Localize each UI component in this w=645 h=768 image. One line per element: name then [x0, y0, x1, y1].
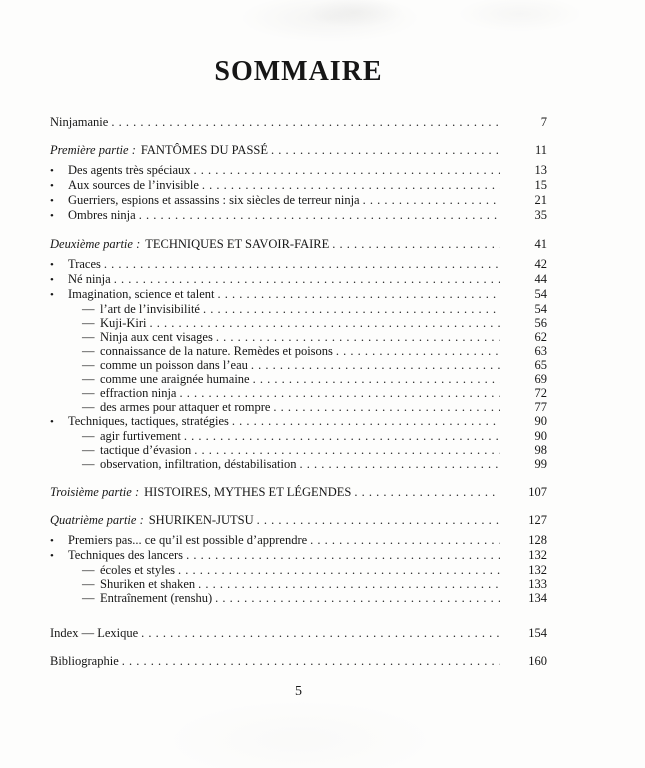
bullet-icon: •: [50, 550, 54, 562]
toc-entry-text: agir furtivement: [100, 429, 181, 443]
dot-leader: [186, 548, 500, 562]
dot-leader: [257, 513, 500, 527]
toc-entry-text: écoles et styles: [100, 563, 175, 577]
toc-entry-page: 99: [534, 457, 547, 471]
toc-entry-text: comme un poisson dans l’eau: [100, 358, 248, 372]
dash-icon: —: [82, 591, 95, 605]
toc-entry-label: [68, 414, 229, 428]
toc-row: [50, 358, 547, 372]
toc-entry-label: [50, 626, 138, 640]
toc-entry-label: [100, 344, 333, 358]
toc-entry-text: observation, infiltration, déstabilisation: [100, 457, 297, 471]
toc-entry-page: 11: [534, 143, 547, 157]
toc-entry-page: 44: [534, 272, 547, 286]
toc-entry-page: 160: [528, 654, 547, 668]
toc-entry-label: [100, 372, 250, 386]
toc-row: [50, 330, 547, 344]
toc-entry-page: 7: [540, 115, 547, 129]
dot-leader: [232, 414, 500, 428]
toc-entry-page: 69: [534, 372, 547, 386]
toc-entry-text: Imagination, science et talent: [68, 287, 215, 301]
toc-entry-label: [100, 302, 200, 316]
toc-entry-label: [100, 457, 297, 471]
toc-entry-page: 65: [534, 358, 547, 372]
dot-leader: [194, 163, 500, 177]
dot-leader: [216, 330, 500, 344]
toc-entry-page: 54: [534, 302, 547, 316]
bullet-icon: •: [50, 165, 54, 177]
toc-row: [50, 400, 547, 414]
toc-entry-page: 54: [534, 287, 547, 301]
toc-entry-text: effraction ninja: [100, 386, 177, 400]
toc-entry-page: 63: [534, 344, 547, 358]
toc-entry-text: Né ninja: [68, 272, 111, 286]
dash-icon: —: [82, 400, 95, 414]
dot-leader: [300, 457, 501, 471]
toc-entry-text: Kuji-Kiri: [100, 316, 147, 330]
dot-leader: [104, 257, 500, 271]
toc-row: [50, 577, 547, 591]
toc-row: [50, 178, 547, 193]
toc-entry-text: Traces: [68, 257, 101, 271]
toc-entry-text: Entraînement (renshu): [100, 591, 213, 605]
toc-row: [50, 414, 547, 429]
toc-row: [50, 193, 547, 208]
toc-entry-text: Index — Lexique: [50, 626, 139, 640]
toc-entry-page: 132: [528, 563, 547, 577]
toc-entry-label: [68, 208, 136, 222]
toc-entry-text: l’art de l’invisibilité: [100, 302, 200, 316]
bullet-icon: •: [50, 535, 54, 547]
dot-leader: [194, 443, 500, 457]
toc-entry-text: FANTÔMES DU PASSÉ: [140, 143, 268, 157]
toc-entry-page: 133: [528, 577, 547, 591]
toc-entry-page: 42: [534, 257, 547, 271]
toc-entry-label: [68, 533, 307, 547]
toc-entry-text: connaissance de la nature. Remèdes et poisons: [100, 344, 333, 358]
toc-entry-page: 128: [528, 533, 547, 547]
dot-leader: [139, 208, 500, 222]
toc-row: [50, 272, 547, 287]
dot-leader: [273, 400, 500, 414]
dash-icon: —: [82, 344, 95, 358]
dot-leader: [141, 626, 500, 640]
toc-row: [50, 287, 547, 302]
toc-row: [50, 302, 547, 316]
toc-row: [50, 372, 547, 386]
toc-list: [50, 115, 547, 668]
toc-row: [50, 563, 547, 577]
dot-leader: [363, 193, 500, 207]
toc-entry-label: [68, 548, 183, 562]
toc-entry-text: Premiers pas... ce qu’il est possible d’apprendre: [68, 533, 308, 547]
toc-row: [50, 257, 547, 272]
toc-row: [50, 533, 547, 548]
dash-icon: —: [82, 316, 95, 330]
bullet-icon: •: [50, 180, 54, 192]
dot-leader: [202, 178, 500, 192]
toc-entry-label: [68, 272, 111, 286]
bullet-icon: •: [50, 210, 54, 222]
toc-entry-page: 56: [534, 316, 547, 330]
dot-leader: [215, 591, 500, 605]
dash-icon: —: [82, 330, 95, 344]
dot-leader: [178, 563, 500, 577]
dash-icon: —: [82, 457, 95, 471]
dash-icon: —: [82, 358, 95, 372]
dot-leader: [184, 429, 500, 443]
toc-entry-label: [100, 358, 248, 372]
toc-entry-label: [68, 163, 191, 177]
toc-entry-text: Techniques, tactiques, stratégies: [68, 414, 229, 428]
toc-entry-label: [68, 287, 214, 301]
toc-entry-label: [100, 386, 176, 400]
toc-part-prefix: Deuxième partie :: [50, 237, 141, 251]
bullet-icon: •: [50, 289, 54, 301]
dot-leader: [253, 372, 500, 386]
toc-row: [50, 163, 547, 178]
toc-row: [50, 344, 547, 358]
toc-entry-label: [50, 485, 351, 499]
toc-entry-text: Techniques des lancers: [68, 548, 184, 562]
toc-row: [50, 457, 547, 471]
toc-entry-page: 90: [534, 414, 547, 428]
toc-row: [50, 316, 547, 330]
dot-leader: [114, 272, 500, 286]
toc-entry-text: HISTOIRES, MYTHES ET LÉGENDES: [144, 485, 352, 499]
toc-row: [50, 513, 547, 527]
toc-entry-page: 132: [528, 548, 547, 562]
dash-icon: —: [82, 443, 95, 457]
dot-leader: [332, 237, 500, 251]
toc-entry-page: 15: [534, 178, 547, 192]
dot-leader: [354, 485, 500, 499]
dot-leader: [217, 287, 500, 301]
toc-row: [50, 386, 547, 400]
toc-entry-text: comme une araignée humaine: [100, 372, 250, 386]
toc-part-prefix: Quatrième partie :: [50, 513, 144, 527]
toc-entry-page: 13: [534, 163, 547, 177]
toc-entry-label: [100, 443, 191, 457]
toc-entry-page: 72: [534, 386, 547, 400]
dot-leader: [310, 533, 500, 547]
dash-icon: —: [82, 429, 95, 443]
toc-entry-page: 127: [528, 513, 547, 527]
toc-entry-page: 77: [534, 400, 547, 414]
toc-row: [50, 485, 547, 499]
dot-leader: [122, 654, 500, 668]
toc-entry-label: [50, 143, 268, 157]
toc-entry-page: 90: [534, 429, 547, 443]
toc-entry-page: 35: [534, 208, 547, 222]
dash-icon: —: [82, 386, 95, 400]
toc-entry-text: Ninjamanie: [50, 115, 109, 129]
toc-entry-label: [100, 429, 181, 443]
toc-entry-label: [100, 563, 175, 577]
toc-entry-label: [68, 257, 101, 271]
toc-entry-label: [50, 513, 254, 527]
toc-entry-page: 21: [534, 193, 547, 207]
toc-row: [50, 626, 547, 640]
toc-row: [50, 591, 547, 605]
dot-leader: [150, 316, 500, 330]
page-title: SOMMAIRE: [214, 56, 383, 87]
toc-row: [50, 443, 547, 457]
toc-entry-label: [100, 577, 195, 591]
toc-entry-text: Des agents très spéciaux: [68, 163, 191, 177]
dot-leader: [198, 577, 500, 591]
toc-entry-text: Aux sources de l’invisible: [68, 178, 199, 192]
toc-row: [50, 143, 547, 157]
toc-part-prefix: Première partie :: [50, 143, 136, 157]
toc-entry-text: des armes pour attaquer et rompre: [100, 400, 271, 414]
toc-entry-page: 98: [534, 443, 547, 457]
toc-entry-label: [100, 316, 147, 330]
toc-entry-page: 154: [528, 626, 547, 640]
bullet-icon: •: [50, 195, 54, 207]
toc-part-prefix: Troisième partie :: [50, 485, 140, 499]
toc-entry-label: [68, 193, 360, 207]
toc-entry-page: 62: [534, 330, 547, 344]
footer-page-number: 5: [295, 684, 302, 699]
bullet-icon: •: [50, 259, 54, 271]
toc-entry-text: Ombres ninja: [68, 208, 136, 222]
bullet-icon: •: [50, 416, 54, 428]
dot-leader: [251, 358, 500, 372]
toc-entry-text: Ninja aux cent visages: [100, 330, 213, 344]
dash-icon: —: [82, 302, 95, 316]
toc-entry-label: [100, 330, 213, 344]
toc-entry-label: [100, 591, 212, 605]
bullet-icon: •: [50, 274, 54, 286]
toc-row: [50, 208, 547, 223]
toc-entry-label: [100, 400, 270, 414]
toc-entry-text: Guerriers, espions et assassins : six siècles de terreur ninja: [68, 193, 360, 207]
toc-row: [50, 548, 547, 563]
toc-entry-text: TECHNIQUES ET SAVOIR-FAIRE: [145, 237, 330, 251]
dot-leader: [336, 344, 500, 358]
toc-entry-label: [68, 178, 199, 192]
dot-leader: [179, 386, 500, 400]
dot-leader: [111, 115, 500, 129]
toc-entry-label: [50, 115, 108, 129]
toc-entry-text: tactique d’évasion: [100, 443, 192, 457]
toc-entry-text: Bibliographie: [50, 654, 119, 668]
dot-leader: [271, 143, 500, 157]
toc-row: [50, 237, 547, 251]
toc-entry-label: [50, 654, 119, 668]
dash-icon: —: [82, 563, 95, 577]
toc-entry-text: SHURIKEN-JUTSU: [148, 513, 254, 527]
dash-icon: —: [82, 577, 95, 591]
toc-row: [50, 429, 547, 443]
toc-entry-page: 134: [528, 591, 547, 605]
dash-icon: —: [82, 372, 95, 386]
toc-entry-label: [50, 237, 329, 251]
toc-row: [50, 115, 547, 129]
toc-entry-page: 107: [528, 485, 547, 499]
toc-row: [50, 654, 547, 668]
toc-entry-page: 41: [534, 237, 547, 251]
dot-leader: [203, 302, 500, 316]
toc-entry-text: Shuriken et shaken: [100, 577, 196, 591]
